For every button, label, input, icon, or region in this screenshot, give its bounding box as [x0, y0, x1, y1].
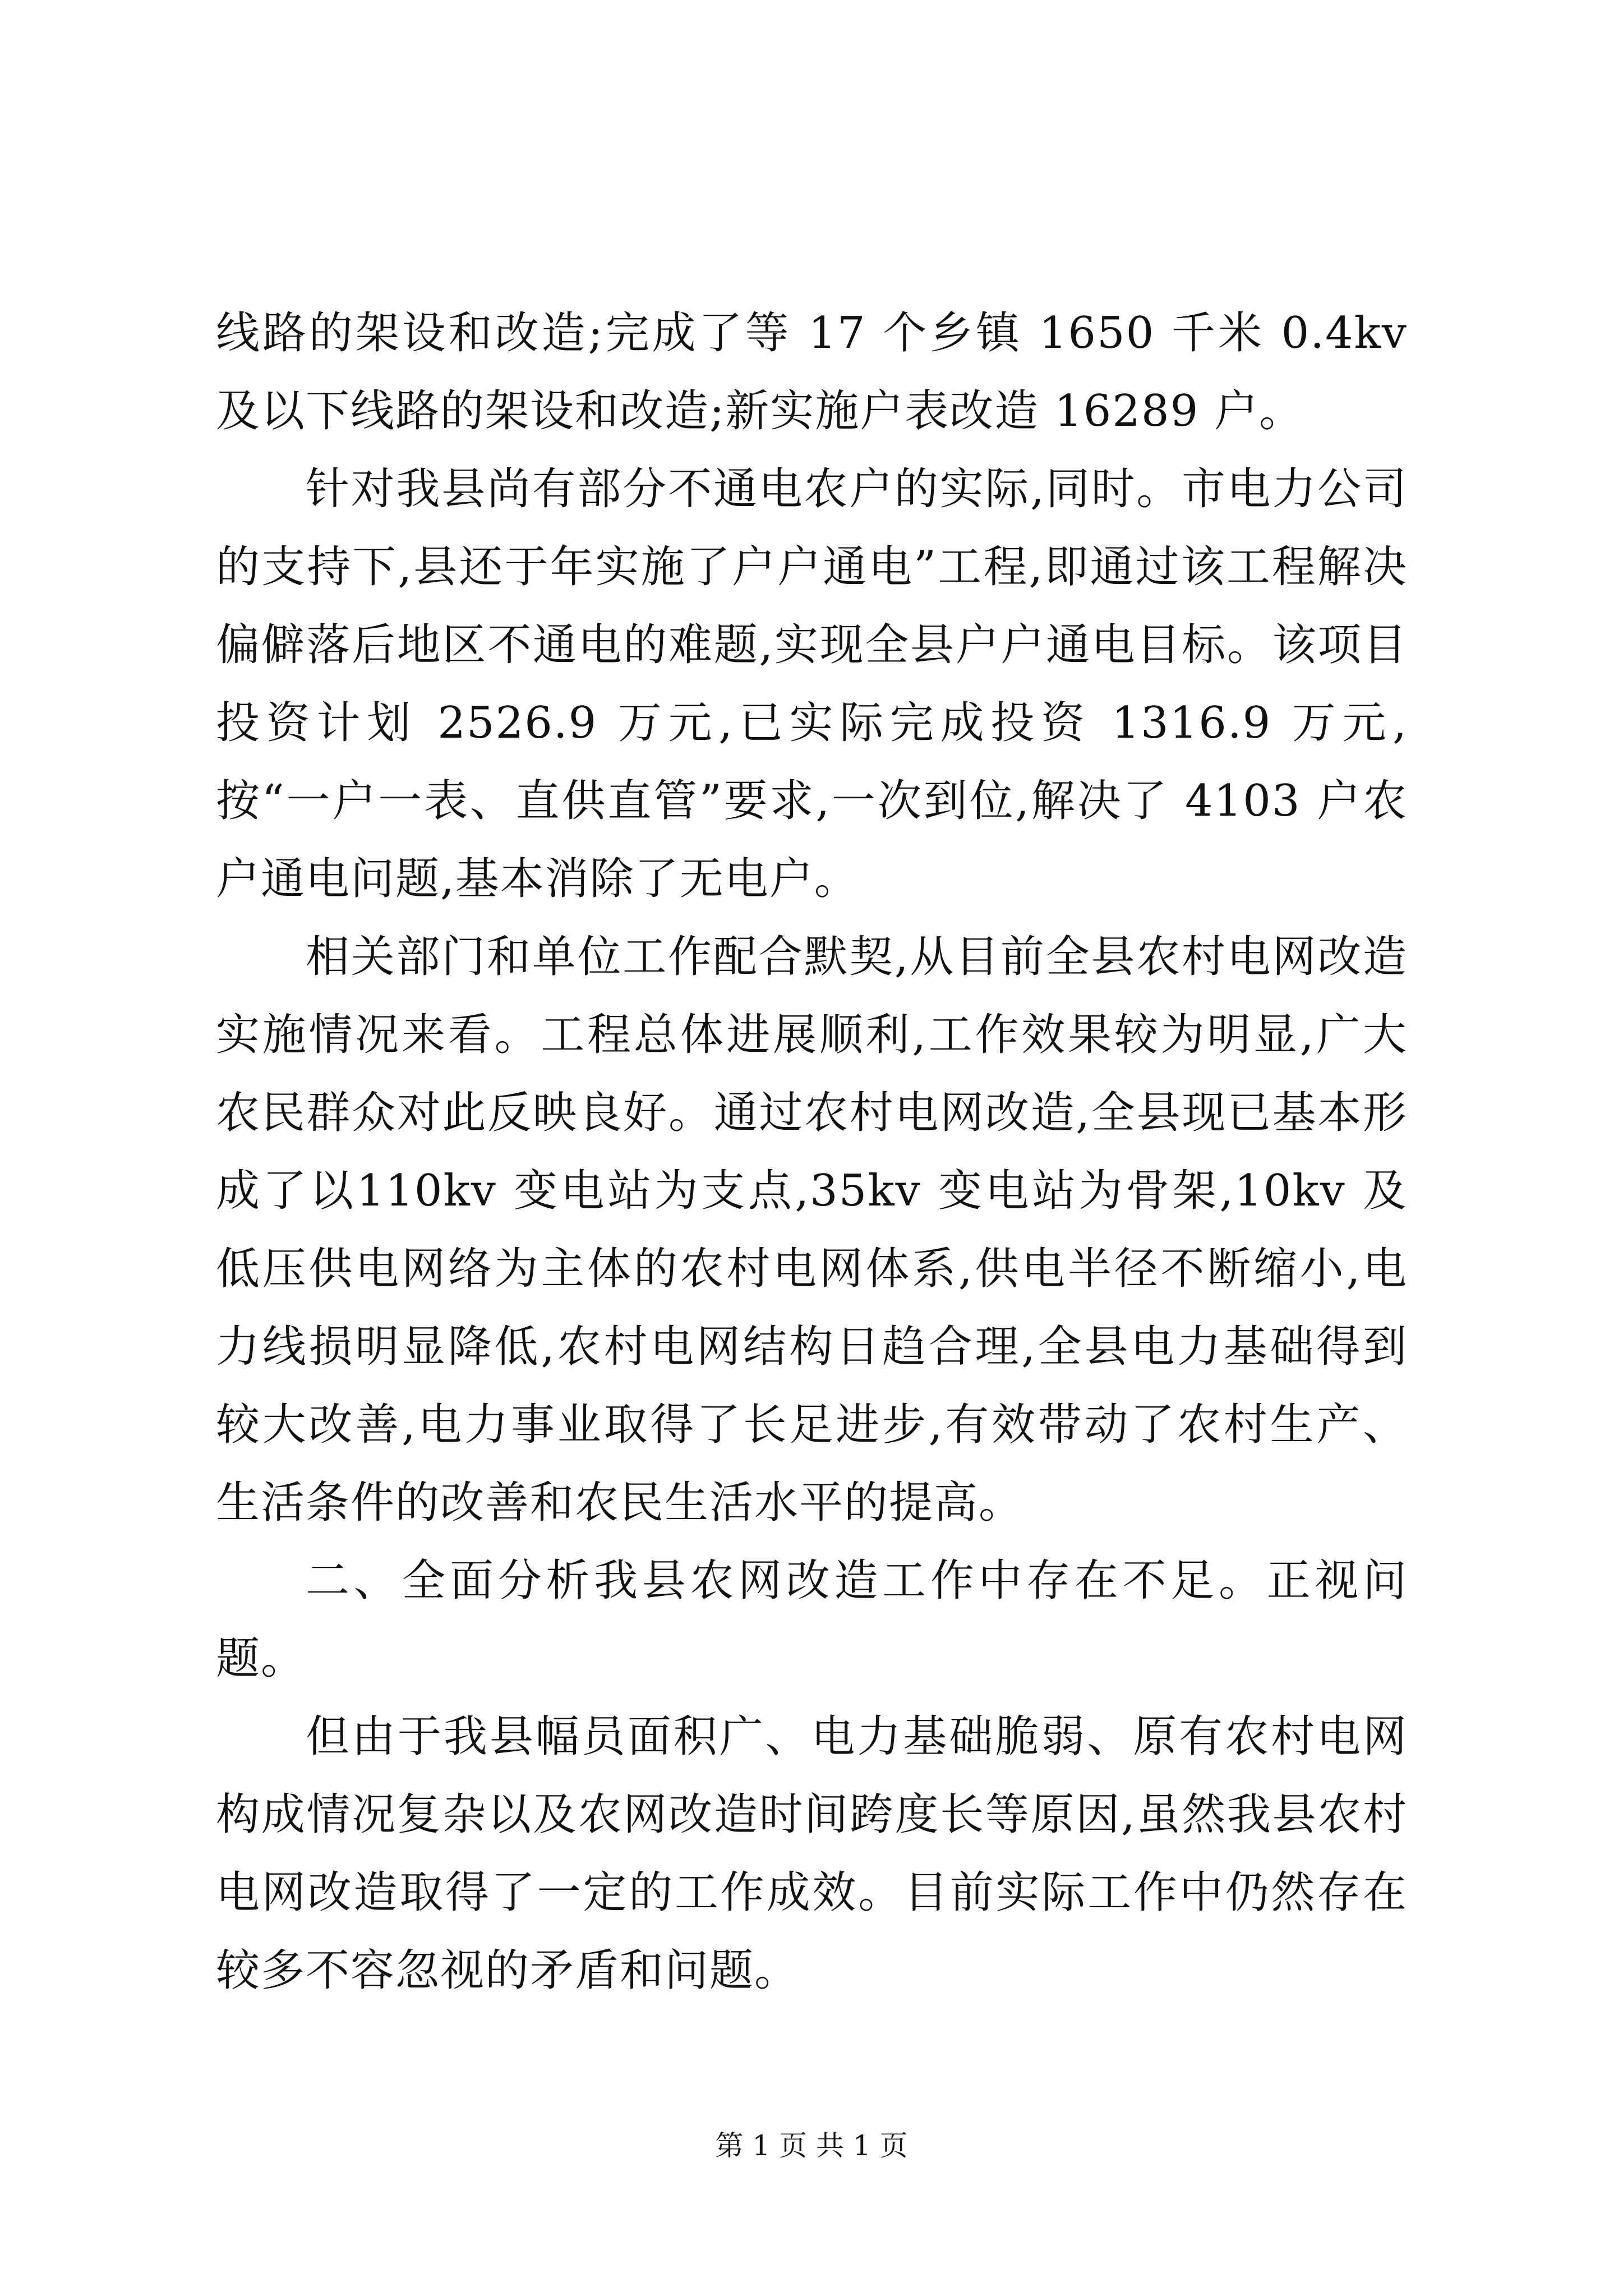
paragraph: 相关部门和单位工作配合默契,从目前全县农村电网改造实施情况来看。工程总体进展顺利,工作效果较为明显,广大农民群众对此反映良好。通过农村电网改造,全县现已基本形成了以110kv 变电站为支点,35kv 变电站为骨架,10kv 及低压供电网络为主体的农村电网体系,供电半径不断缩小,电力线损明显降低,农村电网结构日趋合理,全县电力基础得到较大改善,电力事业取得了长足进步,有效带动了农村生产、生活条件的改善和农民生活水平的提高。	[216, 932, 1408, 1528]
page-footer: 第 1 页 共 1 页	[715, 2129, 908, 2162]
paragraph: 线路的架设和改造;完成了等 17 个乡镇 1650 千米 0.4kv 及以下线路的架设和改造;新实施户表改造 16289 户。	[216, 308, 1408, 436]
paragraph: 但由于我县幅员面积广、电力基础脆弱、原有农村电网构成情况复杂以及农网改造时间跨度长等原因,虽然我县农村电网改造取得了一定的工作成效。目前实际工作中仍然存在较多不容忽视的矛盾和问题。	[216, 1711, 1408, 1996]
section-heading: 二、全面分析我县农网改造工作中存在不足。正视问题。	[216, 1556, 1408, 1684]
document-body	[216, 295, 1408, 2010]
paragraph: 针对我县尚有部分不通电农户的实际,同时。市电力公司的支持下,县还于年实施了户户通电”工程,即通过该工程解决偏僻落后地区不通电的难题,实现全县户户通电目标。该项目投资计划 2526.9 万元,已实际完成投资 1316.9 万元,按“一户一表、直供直管”要求,一次到位,解决了 4103 户农户通电问题,基本消除了无电户。	[216, 464, 1408, 904]
